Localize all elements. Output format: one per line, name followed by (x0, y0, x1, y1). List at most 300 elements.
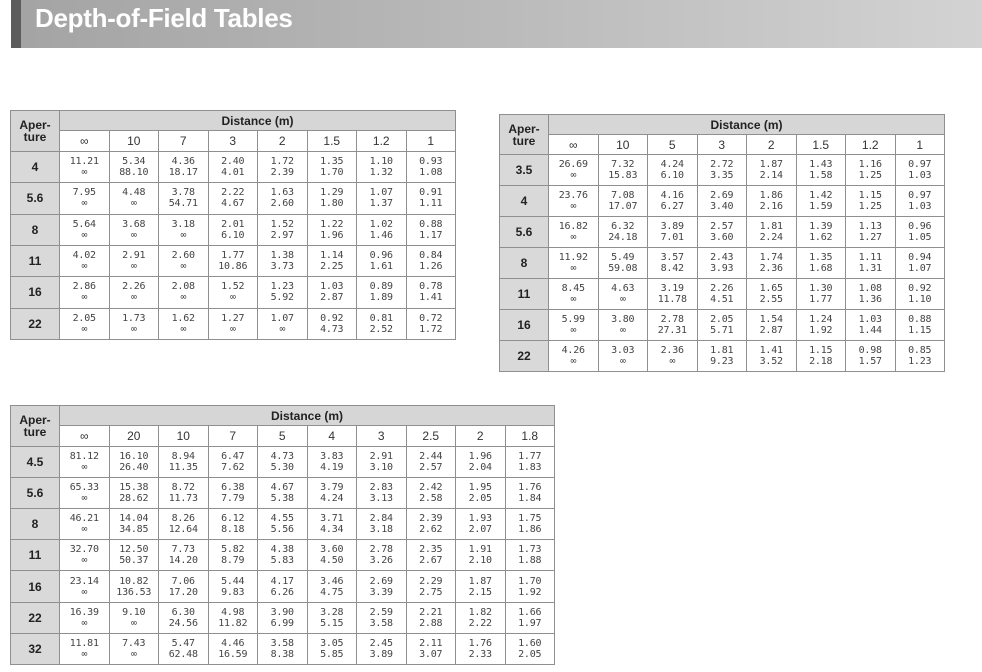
table-row (11, 151, 456, 182)
table-row (11, 245, 456, 276)
far-limit: 2.33 (468, 648, 492, 660)
far-limit: 5.92 (270, 292, 294, 304)
dof-cell (598, 248, 648, 279)
dof-cell (109, 183, 159, 214)
near-limit: 5.44 (221, 575, 245, 587)
near-limit: 12.50 (119, 544, 149, 556)
aperture-value: 11 (11, 245, 60, 276)
near-limit: 1.41 (759, 344, 783, 356)
near-limit: 4.17 (270, 575, 294, 587)
near-limit: 2.05 (710, 314, 734, 325)
dof-cell (406, 277, 456, 308)
near-limit: 2.60 (171, 250, 195, 262)
near-limit: 5.82 (221, 544, 245, 556)
distance-value: 2 (747, 135, 797, 155)
near-limit: 9.10 (122, 606, 146, 618)
dof-cell (357, 540, 407, 571)
far-limit: 1.59 (809, 201, 833, 213)
dof-cell (357, 446, 407, 477)
dof-cell (208, 308, 258, 339)
near-limit: 1.77 (221, 250, 245, 262)
far-limit: 1.61 (369, 261, 393, 273)
dof-cell (258, 633, 308, 664)
aperture-header-line: ture (23, 129, 47, 144)
near-limit: 1.73 (518, 544, 542, 556)
aperture-value: 32 (11, 633, 60, 664)
table-row (500, 155, 945, 186)
far-limit: 4.01 (221, 167, 245, 179)
dof-cell (357, 477, 407, 508)
near-limit: 1.10 (369, 156, 393, 168)
near-limit: 2.86 (72, 281, 96, 293)
dof-cell (60, 509, 110, 540)
far-limit: 1.92 (809, 325, 833, 336)
far-limit: 3.73 (270, 261, 294, 273)
dof-cell (549, 279, 599, 310)
near-limit: 8.45 (561, 283, 585, 295)
far-limit: ∞ (619, 294, 626, 306)
far-limit: 2.05 (518, 648, 542, 660)
near-limit: 2.59 (369, 606, 393, 618)
dof-cell (747, 186, 797, 217)
far-limit: ∞ (81, 323, 88, 335)
far-limit: ∞ (81, 229, 88, 241)
dof-cell (307, 308, 357, 339)
distance-value: 1 (895, 135, 945, 155)
near-limit: 2.69 (369, 575, 393, 587)
dof-cell (846, 310, 896, 341)
near-limit: 1.35 (809, 252, 833, 264)
dof-cell (796, 340, 846, 371)
far-limit: 2.87 (759, 325, 783, 336)
near-limit: 2.11 (419, 637, 443, 649)
dof-cell (109, 308, 159, 339)
near-limit: 0.85 (908, 344, 932, 356)
dof-cell (796, 217, 846, 248)
dof-cell (258, 277, 308, 308)
dof-cell (60, 602, 110, 633)
dof-cell (208, 571, 258, 602)
near-limit: 3.78 (171, 187, 195, 199)
dof-cell (307, 509, 357, 540)
far-limit: 4.19 (320, 461, 344, 473)
dof-cell (406, 446, 456, 477)
dof-cell (406, 214, 456, 245)
far-limit: 3.58 (369, 617, 393, 629)
dof-cell (109, 602, 159, 633)
dof-cell (109, 214, 159, 245)
dof-cell (598, 340, 648, 371)
dof-cell (648, 279, 698, 310)
table-row (11, 183, 456, 214)
far-limit: 14.20 (168, 555, 198, 567)
dof-cell (505, 571, 555, 602)
near-limit: 1.03 (858, 314, 882, 325)
near-limit: 3.19 (660, 283, 684, 295)
dof-cell (846, 340, 896, 371)
table-row (11, 446, 555, 477)
far-limit: 28.62 (119, 492, 149, 504)
aperture-header (500, 115, 549, 155)
far-limit: 1.83 (518, 461, 542, 473)
near-limit: 0.94 (908, 252, 932, 264)
far-limit: 1.44 (858, 325, 882, 336)
near-limit: 2.72 (710, 159, 734, 171)
distance-value: 10 (598, 135, 648, 155)
far-limit: 3.13 (369, 492, 393, 504)
near-limit: 0.98 (858, 344, 882, 356)
far-limit: 1.25 (858, 170, 882, 182)
near-limit: 2.39 (419, 513, 443, 525)
dof-cell (307, 277, 357, 308)
near-limit: 5.34 (122, 156, 146, 168)
near-limit: 16.82 (558, 221, 588, 233)
near-limit: 1.13 (858, 221, 882, 233)
near-limit: 2.57 (710, 221, 734, 233)
dof-cell (895, 186, 945, 217)
distance-value: 5 (258, 426, 308, 446)
far-limit: 3.18 (369, 524, 393, 536)
far-limit: 1.70 (320, 167, 344, 179)
dof-cell (307, 446, 357, 477)
dof-cell (406, 509, 456, 540)
near-limit: 6.47 (221, 450, 245, 462)
near-limit: 23.14 (69, 575, 99, 587)
distance-value: 7 (159, 131, 209, 151)
dof-cell (109, 571, 159, 602)
dof-cell (796, 310, 846, 341)
dof-cell (598, 155, 648, 186)
near-limit: 2.84 (369, 513, 393, 525)
near-limit: 5.64 (72, 218, 96, 230)
dof-cell (549, 248, 599, 279)
near-limit: 1.66 (518, 606, 542, 618)
far-limit: ∞ (570, 201, 577, 213)
far-limit: 11.82 (218, 617, 248, 629)
near-limit: 15.38 (119, 481, 149, 493)
near-limit: 5.99 (561, 314, 585, 325)
far-limit: 3.52 (759, 355, 783, 367)
near-limit: 2.26 (122, 281, 146, 293)
near-limit: 1.82 (468, 606, 492, 618)
far-limit: 2.15 (468, 586, 492, 598)
aperture-value: 11 (11, 540, 60, 571)
dof-cell (60, 277, 110, 308)
dof-cell (747, 310, 797, 341)
dof-cell (109, 245, 159, 276)
near-limit: 5.49 (611, 252, 635, 264)
far-limit: 11.73 (168, 492, 198, 504)
dof-cell (406, 633, 456, 664)
distance-value: 2 (258, 131, 308, 151)
near-limit: 1.91 (468, 544, 492, 556)
near-limit: 1.02 (369, 218, 393, 230)
near-limit: 1.29 (320, 187, 344, 199)
near-limit: 1.81 (710, 344, 734, 356)
far-limit: 1.36 (858, 294, 882, 306)
dof-cell (406, 183, 456, 214)
aperture-value: 8 (11, 509, 60, 540)
near-limit: 1.72 (270, 156, 294, 168)
dof-cell (406, 602, 456, 633)
dof-table-2 (499, 114, 945, 372)
table-row (11, 602, 555, 633)
distance-value: 2.5 (406, 426, 456, 446)
far-limit: ∞ (279, 323, 286, 335)
near-limit: 1.07 (270, 312, 294, 324)
far-limit: ∞ (570, 325, 577, 336)
far-limit: 5.71 (710, 325, 734, 336)
far-limit: 2.57 (419, 461, 443, 473)
far-limit: 4.73 (320, 323, 344, 335)
dof-cell (109, 151, 159, 182)
dof-cell (697, 248, 747, 279)
distance-value: 3 (357, 426, 407, 446)
near-limit: 2.43 (710, 252, 734, 264)
near-limit: 2.05 (72, 312, 96, 324)
dof-cell (406, 308, 456, 339)
near-limit: 1.15 (809, 344, 833, 356)
near-limit: 1.39 (809, 221, 833, 233)
dof-cell (505, 477, 555, 508)
dof-cell (258, 214, 308, 245)
far-limit: 1.11 (419, 198, 443, 210)
far-limit: 1.88 (518, 555, 542, 567)
aperture-value: 22 (500, 340, 549, 371)
dof-cell (895, 155, 945, 186)
aperture-value: 5.6 (11, 477, 60, 508)
far-limit: 2.39 (270, 167, 294, 179)
far-limit: 3.10 (369, 461, 393, 473)
distance-value: 1.5 (307, 131, 357, 151)
dof-cell (307, 633, 357, 664)
near-limit: 4.98 (221, 606, 245, 618)
near-limit: 2.69 (710, 190, 734, 202)
dof-cell (258, 571, 308, 602)
dof-cell (60, 571, 110, 602)
near-limit: 26.69 (558, 159, 588, 171)
far-limit: 3.60 (710, 232, 734, 244)
far-limit: 54.71 (168, 198, 198, 210)
near-limit: 4.16 (660, 190, 684, 202)
dof-cell (697, 340, 747, 371)
dof-cell (697, 155, 747, 186)
near-limit: 2.91 (122, 250, 146, 262)
far-limit: ∞ (570, 294, 577, 306)
far-limit: ∞ (180, 323, 187, 335)
dof-cell (796, 155, 846, 186)
distance-value: 2 (456, 426, 506, 446)
dof-cell (598, 310, 648, 341)
dof-cell (697, 217, 747, 248)
near-limit: 16.39 (69, 606, 99, 618)
dof-cell (357, 633, 407, 664)
dof-cell (505, 633, 555, 664)
dof-cell (258, 602, 308, 633)
distance-value: 3 (208, 131, 258, 151)
near-limit: 7.06 (171, 575, 195, 587)
dof-cell (60, 308, 110, 339)
far-limit: ∞ (81, 586, 88, 598)
table-row (500, 279, 945, 310)
dof-cell (208, 509, 258, 540)
near-limit: 2.29 (419, 575, 443, 587)
dof-cell (406, 477, 456, 508)
dof-cell (357, 308, 407, 339)
near-limit: 1.87 (759, 159, 783, 171)
far-limit: 1.58 (809, 170, 833, 182)
near-limit: 1.75 (518, 513, 542, 525)
distance-value: 1.5 (796, 135, 846, 155)
near-limit: 2.08 (171, 281, 195, 293)
far-limit: 1.92 (518, 586, 542, 598)
page-title: Depth-of-Field Tables (35, 3, 293, 33)
near-limit: 0.96 (908, 221, 932, 233)
dof-cell (159, 509, 209, 540)
far-limit: 16.59 (218, 648, 248, 660)
dof-cell (846, 279, 896, 310)
far-limit: ∞ (130, 292, 137, 304)
near-limit: 0.88 (908, 314, 932, 325)
dof-cell (208, 183, 258, 214)
far-limit: 3.40 (710, 201, 734, 213)
far-limit: 26.40 (119, 461, 149, 473)
dof-cell (357, 509, 407, 540)
aperture-value: 5.6 (500, 217, 549, 248)
near-limit: 5.47 (171, 637, 195, 649)
far-limit: 1.57 (858, 355, 882, 367)
far-limit: 1.37 (369, 198, 393, 210)
aperture-header (11, 406, 60, 447)
dof-cell (895, 248, 945, 279)
near-limit: 4.55 (270, 513, 294, 525)
dof-cell (60, 446, 110, 477)
far-limit: 5.30 (270, 461, 294, 473)
far-limit: ∞ (81, 524, 88, 536)
far-limit: 2.67 (419, 555, 443, 567)
far-limit: ∞ (81, 292, 88, 304)
dof-cell (648, 155, 698, 186)
aperture-value: 11 (500, 279, 549, 310)
distance-value: 1.2 (357, 131, 407, 151)
far-limit: 1.72 (419, 323, 443, 335)
near-limit: 2.22 (221, 187, 245, 199)
far-limit: 9.23 (710, 355, 734, 367)
near-limit: 10.82 (119, 575, 149, 587)
far-limit: 1.89 (369, 292, 393, 304)
dof-cell (258, 446, 308, 477)
near-limit: 1.23 (270, 281, 294, 293)
near-limit: 0.92 (320, 312, 344, 324)
dof-cell (159, 446, 209, 477)
far-limit: ∞ (81, 261, 88, 273)
near-limit: 1.65 (759, 283, 783, 295)
near-limit: 14.04 (119, 513, 149, 525)
table-row (11, 540, 555, 571)
dof-cell (258, 245, 308, 276)
dof-cell (456, 633, 506, 664)
dof-cell (258, 540, 308, 571)
near-limit: 1.70 (518, 575, 542, 587)
near-limit: 3.89 (660, 221, 684, 233)
far-limit: 2.88 (419, 617, 443, 629)
dof-cell (258, 477, 308, 508)
near-limit: 3.05 (320, 637, 344, 649)
far-limit: 4.50 (320, 555, 344, 567)
far-limit: ∞ (570, 170, 577, 182)
aperture-value: 16 (11, 571, 60, 602)
far-limit: 50.37 (119, 555, 149, 567)
far-limit: 2.25 (320, 261, 344, 273)
far-limit: ∞ (81, 198, 88, 210)
near-limit: 1.43 (809, 159, 833, 171)
dof-cell (895, 217, 945, 248)
far-limit: 6.26 (270, 586, 294, 598)
near-limit: 23.76 (558, 190, 588, 202)
near-limit: 3.90 (270, 606, 294, 618)
far-limit: ∞ (130, 198, 137, 210)
aperture-value: 3.5 (500, 155, 549, 186)
table-row (11, 509, 555, 540)
dof-cell (159, 477, 209, 508)
near-limit: 1.76 (518, 481, 542, 493)
far-limit: ∞ (619, 355, 626, 367)
near-limit: 65.33 (69, 481, 99, 493)
dof-cell (159, 571, 209, 602)
near-limit: 3.18 (171, 218, 195, 230)
near-limit: 0.91 (419, 187, 443, 199)
far-limit: ∞ (130, 261, 137, 273)
far-limit: 6.10 (221, 229, 245, 241)
distance-header: Distance (m) (60, 406, 555, 426)
far-limit: ∞ (130, 323, 137, 335)
dof-cell (307, 151, 357, 182)
near-limit: 3.79 (320, 481, 344, 493)
dof-cell (307, 540, 357, 571)
dof-cell (60, 540, 110, 571)
far-limit: 24.56 (168, 617, 198, 629)
far-limit: 2.87 (320, 292, 344, 304)
near-limit: 1.95 (468, 481, 492, 493)
dof-cell (895, 279, 945, 310)
far-limit: 7.62 (221, 461, 245, 473)
distance-header: Distance (m) (60, 111, 456, 131)
header-bar (0, 0, 982, 48)
dof-cell (456, 540, 506, 571)
dof-cell (357, 245, 407, 276)
near-limit: 1.63 (270, 187, 294, 199)
far-limit: 2.62 (419, 524, 443, 536)
dof-cell (159, 308, 209, 339)
near-limit: 4.02 (72, 250, 96, 262)
aperture-value: 16 (500, 310, 549, 341)
far-limit: ∞ (81, 492, 88, 504)
near-limit: 1.07 (369, 187, 393, 199)
dof-cell (697, 279, 747, 310)
near-limit: 4.48 (122, 187, 146, 199)
dof-cell (159, 214, 209, 245)
dof-cell (208, 277, 258, 308)
aperture-value: 4.5 (11, 446, 60, 477)
dof-cell (697, 186, 747, 217)
far-limit: 2.05 (468, 492, 492, 504)
near-limit: 8.94 (171, 450, 195, 462)
far-limit: ∞ (669, 355, 676, 367)
near-limit: 3.80 (611, 314, 635, 325)
table-row (500, 217, 945, 248)
near-limit: 1.62 (171, 312, 195, 324)
near-limit: 6.32 (611, 221, 635, 233)
